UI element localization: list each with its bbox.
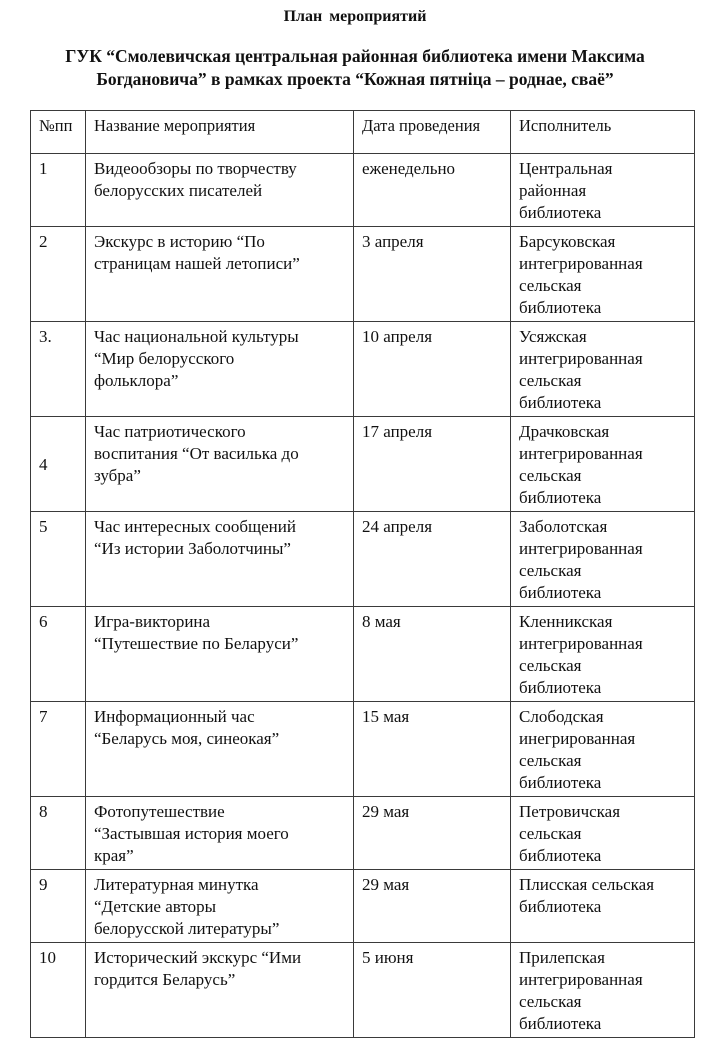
cell-event [86,512,354,607]
cell-event [86,943,354,1038]
event-line: зубра” [94,466,141,485]
executor-line: библиотека [519,1014,602,1033]
cell-event [86,227,354,322]
executor-line: библиотека [519,393,602,412]
document-subtitle [20,45,690,91]
executor-line: Слободская [519,707,604,726]
executor-line: сельская [519,276,582,295]
cell-num: 5 [31,512,86,607]
cell-executor [511,154,695,227]
cell-num: 8 [31,797,86,870]
executor-line: Усяжская [519,327,587,346]
events-table [30,110,695,1038]
executor-line: библиотека [519,773,602,792]
executor-line: Плисская сельская [519,875,655,894]
executor-line: Заболотская [519,517,608,536]
cell-num: 1 [31,154,86,227]
cell-num: 9 [31,870,86,943]
executor-line: районная [519,181,587,200]
executor-line: сельская [519,992,582,1011]
cell-date: 5 июня [354,943,511,1038]
cell-num: 10 [31,943,86,1038]
subtitle-line: Богдановича” в рамках проекта “Кожная пятніца – роднае, сваё” [96,69,614,89]
cell-executor [511,943,695,1038]
event-line: Информационный час [94,707,255,726]
table-row [31,512,695,607]
table-row [31,322,695,417]
event-line: белорусских писателей [94,181,263,200]
executor-line: интегрированная [519,254,643,273]
executor-line: Петровичская [519,802,621,821]
event-line: гордится Беларусь” [94,970,236,989]
executor-line: сельская [519,824,582,843]
executor-line: сельская [519,466,582,485]
executor-line: интегрированная [519,349,643,368]
executor-line: Прилепская [519,948,605,967]
table-row [31,607,695,702]
event-line: Фотопутешествие [94,802,225,821]
table-row [31,870,695,943]
event-line: “Путешествие по Беларуси” [94,634,299,653]
cell-event [86,322,354,417]
cell-date: 8 мая [354,607,511,702]
cell-executor [511,797,695,870]
cell-event [86,870,354,943]
executor-line: библиотека [519,897,602,916]
table-header-row [31,111,695,154]
event-line: белорусской литературы” [94,919,280,938]
executor-line: Барсуковская [519,232,616,251]
cell-num: 6 [31,607,86,702]
executor-line: Кленникская [519,612,613,631]
cell-num: 7 [31,702,86,797]
event-line: “Детские авторы [94,897,217,916]
event-line: Час патриотического [94,422,246,441]
event-line: Литературная минутка [94,875,259,894]
header-event: Название мероприятия [86,111,354,154]
executor-line: интегрированная [519,444,643,463]
event-line: Видеообзоры по творчеству [94,159,297,178]
cell-executor [511,607,695,702]
event-line: Исторический экскурс “Ими [94,948,302,967]
cell-date: 15 мая [354,702,511,797]
event-line: страницам нашей летописи” [94,254,300,273]
document-title: План мероприятий [283,8,427,25]
event-line: “Застывшая история моего [94,824,289,843]
table-row [31,154,695,227]
cell-executor [511,512,695,607]
table-row [31,417,695,512]
event-line: “Из истории Заболотчины” [94,539,291,558]
event-line: Игра-викторина [94,612,211,631]
executor-line: сельская [519,656,582,675]
table-row [31,797,695,870]
executor-line: интегрированная [519,970,643,989]
cell-num: 2 [31,227,86,322]
executor-line: библиотека [519,298,602,317]
cell-event [86,702,354,797]
event-line: воспитания “От василька до [94,444,299,463]
event-line: Час интересных сообщений [94,517,296,536]
executor-line: интегрированная [519,634,643,653]
executor-line: сельская [519,751,582,770]
event-line: Час национальной культуры [94,327,299,346]
cell-date: 29 мая [354,870,511,943]
executor-line: Центральная [519,159,613,178]
event-line: Экскурс в историю “По [94,232,265,251]
executor-line: Драчковская [519,422,610,441]
table-row [31,227,695,322]
cell-executor [511,870,695,943]
cell-date: 10 апреля [354,322,511,417]
cell-event [86,607,354,702]
cell-event [86,417,354,512]
cell-executor [511,322,695,417]
cell-date: еженедельно [354,154,511,227]
cell-date: 29 мая [354,797,511,870]
executor-line: сельская [519,561,582,580]
executor-line: библиотека [519,583,602,602]
header-executor: Исполнитель [511,111,695,154]
executor-line: библиотека [519,678,602,697]
cell-date: 17 апреля [354,417,511,512]
cell-date: 3 апреля [354,227,511,322]
executor-line: инегрированная [519,729,636,748]
event-line: края” [94,846,134,865]
event-line: фольклора” [94,371,179,390]
cell-executor [511,227,695,322]
cell-event [86,797,354,870]
executor-line: библиотека [519,488,602,507]
cell-executor [511,417,695,512]
subtitle-line: ГУК “Смолевичская центральная районная библиотека имени Максима [65,46,645,66]
executor-line: библиотека [519,203,602,222]
cell-executor [511,702,695,797]
cell-num: 4 [31,417,86,512]
cell-event [86,154,354,227]
executor-line: сельская [519,371,582,390]
cell-num: 3. [31,322,86,417]
cell-date: 24 апреля [354,512,511,607]
event-line: “Беларусь моя, синеокая” [94,729,280,748]
header-num: №пп [31,111,86,154]
event-line: “Мир белорусского [94,349,235,368]
table-row [31,702,695,797]
executor-line: библиотека [519,846,602,865]
executor-line: интегрированная [519,539,643,558]
header-date: Дата проведения [354,111,511,154]
table-row [31,943,695,1038]
